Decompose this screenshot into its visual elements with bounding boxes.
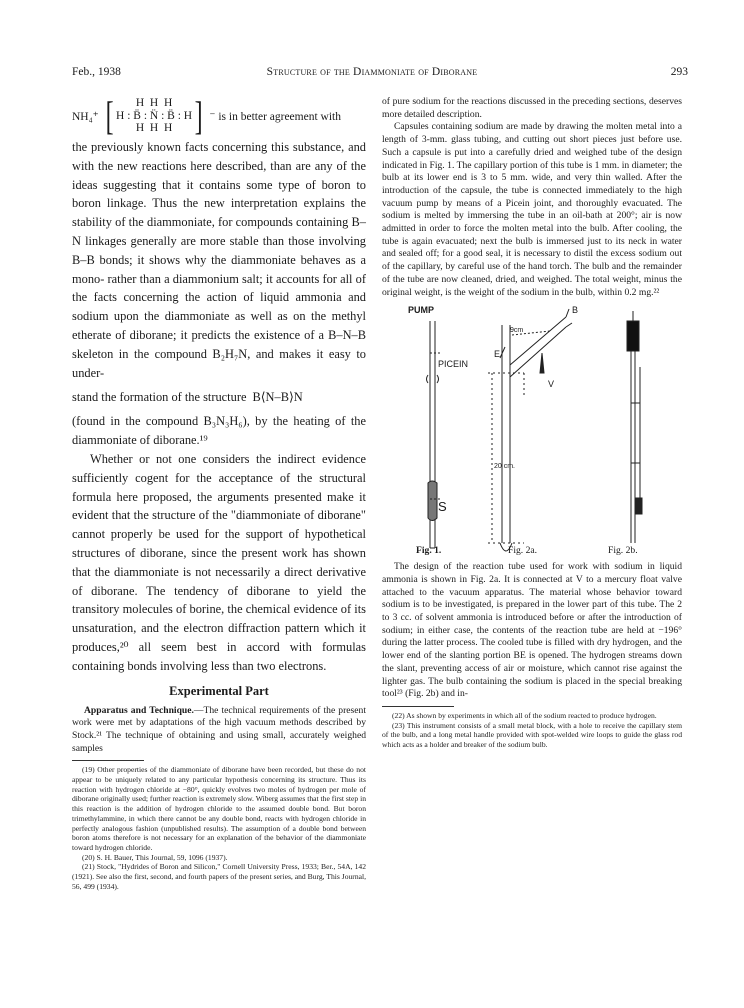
left-column [72,93,366,891]
ring-structure-line [72,382,366,412]
apparatus-text: —The technical requirements of the present work were met by adaptations of the high vacuum methods described by Stock.²¹ The technique of obtaining and using small, accurately weighed samples [72,704,366,754]
formula-right-bracket: ] [194,93,203,138]
ring-structure-lead: stand the formation of the structure [72,389,247,404]
formula-bottom-row: H H H [135,122,173,135]
formula-electron-dot-structure [116,97,192,135]
formula-cation: NH₄⁺ [72,111,99,123]
footnote-19: (19) Other properties of the diammoniate of diborane have been recorded, but these do not appear to be uniquely related to any particular hypothesis concerning its structure. Thus its reaction with hydrogen chloride at −80°, quickly evolves two moles of hydrogen per mole of diborane originally used; further reaction is extremely slow. Wiberg assumes that the first step in this reaction is the addition of hydrogen chloride to the assumed double bond. But boron trimethylammine, in which there cannot be any double bond, reacts with hydrogen chloride in perfectly analogous fashion (unpublished results). The assumption of a double bond between boron atoms therefore is not necessary for an explanation of the behavior of the diammoniate toward hydrogen chloride. [72,765,366,852]
fig2a-reaction-tube-drawing [488,309,572,551]
right-column [382,96,682,750]
running-header-date: Feb., 1938 [72,66,121,78]
fig2b-caption: Fig. 2b. [608,545,638,557]
running-header-title: Structure of the Diammoniate of Diborane [266,66,478,78]
footnote-22: (22) As shown by experiments in which all of the sodium reacted to produce hydrogen. [392,710,657,720]
fig-label-e: E [494,349,501,360]
footnote-21: (21) Stock, "Hydrides of Boron and Silicon," Cornell University Press, 1933; Ber., 54A, 142 (1921). See also the first, second, and fourth papers of the present series, and Burg, This Journal, 56, 499 (1934). [72,862,366,891]
fig-label-pump: PUMP [408,305,435,316]
footnote-rule [72,760,144,761]
page-number: 293 [670,66,688,78]
apparatus-paragraph [72,705,366,756]
ring-structure-formula: B⟨N–B⟩N [252,390,303,405]
diammoniate-formula [72,93,366,138]
formula-middle-row: H : B̈ : N̈ : B̈ : H [116,109,193,122]
fig2a-caption: Fig. 2a. [508,545,538,557]
apparatus-drawing [382,303,682,559]
apparatus-run-in-heading: Apparatus and Technique. [84,704,194,716]
fig-label-20cm: 20 cm. [494,463,516,471]
footnote-20: (20) S. H. Bauer, This Journal, 59, 1096 (1937). [82,852,228,862]
fig-label-b: B [572,305,579,316]
footnote-rule-right [382,706,454,707]
fig-label-v: V [548,379,555,390]
fig-label-9cm: 9cm [510,327,524,335]
body-paragraph-2: Whether or not one considers the indirect evidence sufficiently cogent for the acceptance of the structural formula here proposed, the arguments presented make it evident that the structure of the "diammoniate of diborane" cannot properly be used for the support of hypothetical structures of diborane, since the present work has shown that the diammoniate is not necessarily a direct derivative of diborane. The tendency of diborane to yield the transitory molecules of borine, the chemical evidence of its unsaturation, and the electron diffraction pattern which it produces,²⁰ all seem best in accord with formulas containing bonds involving less than two electrons. [72,451,366,673]
apparatus-figure [382,303,682,559]
footnote-23: (23) This instrument consists of a small metal block, with a hole to receive the capillary stem of the bulb, and a long metal handle provided with spot-welded wire loops to guide the glass rod which acts as a holder and breaker of the sodium bulb. [382,720,682,750]
sodium-paragraph-2: Capsules containing sodium are made by drawing the molten metal into a length of 3-mm. glass tubing, and cutting out short pieces just before use. Such a capsule is put into a carefully dried and weighed tube of the design indicated in Fig. 1. The capillary portion of this tube is 1 mm. in diameter; the bulb at its lower end is 3 to 5 mm. wide, and very thin walled. After the introduction of the capsule, the tube is connected immediately to the high vacuum pump by means of a Picein joint, and thoroughly evacuated. The sodium is melted by immersing the tube in an oil-bath at 200°; air is now admitted in order to force the molten metal into the bulb. After cooling, the tube is again evacuated; next the bulb is immersed just to its neck in water and sealed off; for a good seal, it is necessary to distil the excess sodium out of the capillary, by careful use of the hand torch. The bulb and the remainder of the tube are now cleaned, dried, and weighed. The total weight, minus the original weight, is the weight of the sodium in the bulb, within 0.2 mg.²² [382,121,682,298]
fig-label-picein: PICEIN [438,359,469,370]
formula-left-bracket: [ [105,93,114,138]
fig2b-breaking-tool-drawing [627,311,642,543]
fig1-caption: Fig. 1. [416,545,442,557]
reaction-tube-paragraph: The design of the reaction tube used for work with sodium in liquid ammonia is shown in Fig. 2a. It is connected at V to a mercury float valve attached to the vacuum apparatus. The material whose behavior toward sodium is to be investigated, is prepared in the lower part of this tube. The 2 to 3 cc. of solvent ammonia is introduced before or after the introduction of sodium; in either case, the contents of the reaction tube are held at −196° during the latter process. The cooled tube is filled with dry hydrogen, and the lower end of the slanting portion BE is opened. The hydrogen streams down the slant, preventing access of air or moisture, which cannot rise against the lighter gas. The bulb containing the sodium is placed in the special breaking tool²³ (Fig. 2b) and in- [382,561,682,700]
section-heading: Experimental Part [169,683,269,698]
body-paragraph-1: the previously known facts concerning this substance, and with the new reactions here described, than are any of the ideas suggesting that it contains some type of boron to boron linkage. Thus the new interpretation explains the stability of the diammoniate, for compounds containing B–N linkages generally are more stable than those involving B–B bonds; it shows why the diammoniate behaves as a mono- rather than a diammonium salt; it accounts for all of the facts concerning the action of liquid ammonia and sodium upon the diammoniate as well as on the methyl etherate of diborane; it predicts the existence of a B–N–B skeleton in the compound B₂H₇N, and makes it easy to under- [72,140,366,380]
formula-trailing-text: ⁻ is in better agreement with [209,111,341,123]
sodium-paragraph-1: of pure sodium for the reactions discussed in the preceding sections, deserves more detailed description. [382,96,682,120]
fig-label-s: S [438,499,447,515]
body-paragraph-1-end: (found in the compound B₃N₃H₆), by the heating of the diammoniate of diborane.¹⁹ [72,414,366,448]
formula-top-row: H H H [135,97,173,110]
